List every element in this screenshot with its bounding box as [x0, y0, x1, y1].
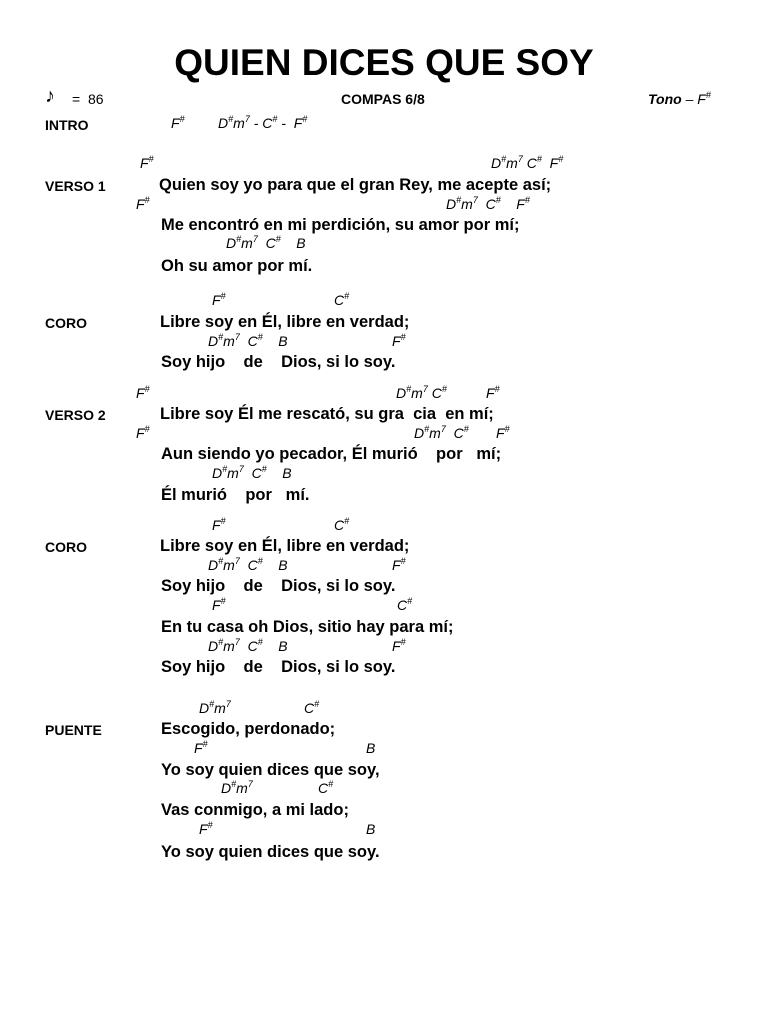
lyric-line: Oh su amor por mí. — [161, 257, 313, 275]
chord: F# — [496, 424, 510, 441]
chord: $D^{\#}m^7$ C# B — [208, 556, 288, 573]
chord: F# — [212, 516, 226, 533]
chord: B — [366, 740, 376, 756]
chord: F# — [392, 637, 406, 654]
chord: C# — [318, 779, 334, 796]
chord: B — [366, 821, 376, 837]
chord: F# — [171, 114, 185, 131]
key-dash: – — [685, 91, 694, 107]
chord: $D^{\#}m^7$ C# — [414, 424, 469, 441]
lyric-line: Yo soy quien dices que soy. — [161, 843, 380, 861]
tempo-value: = 86 — [72, 91, 104, 107]
lyric-line: Quien soy yo para que el gran Rey, me acepte así; — [159, 176, 552, 194]
lyric-line: Soy hijo de Dios, si lo soy. — [161, 577, 396, 595]
chord: $D^{\#}m^7$ C# F# — [491, 154, 564, 171]
chord: C# — [334, 516, 350, 533]
key-label: Tono — [648, 91, 682, 107]
chord: F# — [392, 556, 406, 573]
lyric-line: Vas conmigo, a mi lado; — [161, 801, 349, 819]
chord: F# — [199, 820, 213, 837]
chord: $D^{\#}m^7$ — [221, 779, 253, 796]
chord: $D^{\#}m^7$ C# B — [212, 464, 292, 481]
lyric-line: Escogido, perdonado; — [161, 720, 336, 738]
lyric-line: Aun siendo yo pecador, Él murió por mí; — [161, 445, 502, 463]
chord: $D^{\#}m^7$ C# F# — [446, 195, 530, 212]
section-label-verse-2: VERSO 2 — [45, 407, 106, 423]
section-label-chorus: CORO — [45, 539, 87, 555]
section-label-verse-1: VERSO 1 — [45, 178, 106, 194]
key-value: F# — [697, 90, 711, 107]
chord: $D^{\#}m^7$ C# B — [208, 637, 288, 654]
lyric-line: Libre soy en Él, libre en verdad; — [160, 313, 410, 331]
chord: $D^{\#}m^7$ C# — [396, 384, 447, 401]
chord: $D^{\#}m^7 - C^{\#} - F^{\#}$ — [218, 114, 308, 131]
lyric-line: Me encontró en mi perdición, su amor por mí; — [161, 216, 520, 234]
key-indicator — [648, 92, 711, 106]
lyric-line: Soy hijo de Dios, si lo soy. — [161, 658, 396, 676]
lyric-line: Él murió por mí. — [161, 486, 310, 504]
chord: F# — [140, 154, 154, 171]
section-label-intro: INTRO — [45, 117, 89, 133]
time-signature: COMPAS 6/8 — [341, 91, 425, 107]
chord: C# — [397, 596, 413, 613]
eighth-note-icon: ♪ — [45, 85, 55, 107]
chord: F# — [194, 739, 208, 756]
lyric-line: Libre soy Él me rescató, su gra cia en mí; — [160, 405, 494, 423]
song-title: QUIEN DICES QUE SOY — [174, 42, 594, 83]
chord: $D^{\#}m^7$ C# B — [208, 332, 288, 349]
section-label-chorus: CORO — [45, 315, 87, 331]
chord: C# — [334, 291, 350, 308]
chord: C# — [304, 699, 320, 716]
chord: F# — [486, 384, 500, 401]
chord: $D^{\#}m^7$ C# B — [226, 234, 306, 251]
lyric-line: Libre soy en Él, libre en verdad; — [160, 537, 410, 555]
chord: F# — [136, 384, 150, 401]
section-label-bridge: PUENTE — [45, 722, 102, 738]
lyric-line: Soy hijo de Dios, si lo soy. — [161, 353, 396, 371]
chord: F# — [392, 332, 406, 349]
chord: F# — [136, 195, 150, 212]
chord: $D^{\#}m^7$ — [199, 699, 231, 716]
lyric-line: En tu casa oh Dios, sitio hay para mí; — [161, 618, 454, 636]
chord: F# — [212, 291, 226, 308]
lyric-line: Yo soy quien dices que soy, — [161, 761, 380, 779]
chord: F# — [136, 424, 150, 441]
chord: F# — [212, 596, 226, 613]
